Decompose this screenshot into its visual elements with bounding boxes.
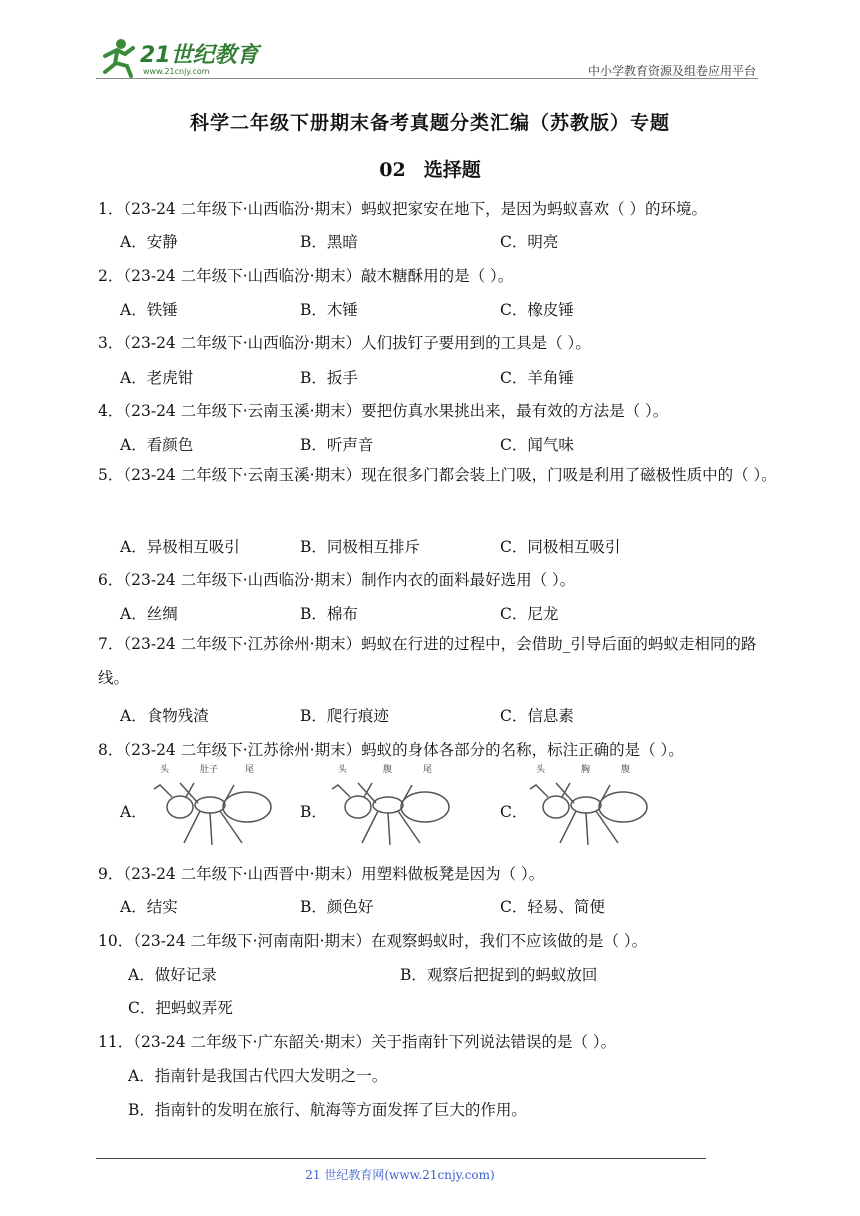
option: A． (120, 803, 147, 821)
option: C．闻气味 (500, 436, 574, 454)
option: A．食物残渣 (120, 707, 209, 725)
option: A．指南针是我国古代四大发明之一。 (128, 1067, 388, 1085)
question-stem: 11．（23-24 二年级下·广东韶关·期末）关于指南针下列说法错误的是（ ）。 (98, 1033, 617, 1051)
footer-text: 21 世纪教育网(www.21cnjy.com) (305, 1168, 495, 1182)
ant-label: 腹 (383, 765, 393, 775)
ant-label: 头 (338, 765, 348, 775)
runner-icon (105, 39, 133, 76)
option: B．颜色好 (300, 898, 374, 916)
ant-label: 尾 (245, 765, 255, 775)
question-stem: 6．（23-24 二年级下·山西临汾·期末）制作内衣的面料最好选用（ ）。 (98, 571, 576, 589)
option: B． (300, 803, 327, 821)
header-divider (96, 78, 758, 79)
option: A．结实 (120, 898, 178, 916)
ant-label: 尾 (423, 765, 433, 775)
option: B．观察后把捉到的蚂蚁放回 (400, 966, 598, 984)
ant-label: 腹 (621, 765, 631, 775)
option: B．木锤 (300, 301, 358, 319)
footer-divider (96, 1158, 706, 1159)
option: C．橡皮锤 (500, 301, 574, 319)
option: B．听声音 (300, 436, 374, 454)
option: B．棉布 (300, 605, 358, 623)
option: C．同极相互吸引 (500, 538, 621, 556)
logo-text: 21世纪教育 (140, 43, 259, 68)
platform-name: 中小学教育资源及组卷应用平台 (587, 64, 756, 78)
page-title: 科学二年级下册期末备考真题分类汇编（苏教版）专题 (189, 112, 670, 134)
option: C．把蚂蚁弄死 (128, 999, 233, 1017)
question-stem: 8．（23-24 二年级下·江苏徐州·期末）蚂蚁的身体各部分的名称，标注正确的是（ ）。 (98, 741, 684, 759)
ant-label: 头 (160, 765, 170, 775)
option: B．爬行痕迹 (300, 707, 389, 725)
option: B．同极相互排斥 (300, 538, 420, 556)
question-stem: 5．（23-24 二年级下·云南玉溪·期末）现在很多门都会装上门吸，门吸是利用了磁极性质中的（ ）。 (98, 466, 777, 484)
option: B．指南针的发明在旅行、航海等方面发挥了巨大的作用。 (128, 1101, 527, 1119)
section-label: 选择题 (423, 159, 481, 181)
option: B．黑暗 (300, 233, 358, 251)
ant-diagram-a (150, 763, 280, 847)
option: C．尼龙 (500, 605, 559, 623)
option: A．做好记录 (128, 966, 217, 984)
ant-diagram-c (526, 763, 656, 847)
section-title (0, 155, 860, 182)
site-logo (95, 36, 265, 78)
option: C．信息素 (500, 707, 574, 725)
option: A．丝绸 (120, 605, 178, 623)
section-number: 02 (379, 159, 406, 181)
question-stem: 9．（23-24 二年级下·山西晋中·期末）用塑料做板凳是因为（ ）。 (98, 865, 545, 883)
option: A．安静 (120, 233, 178, 251)
option: B．扳手 (300, 369, 358, 387)
question-stem: 7．（23-24 二年级下·江苏徐州·期末）蚂蚁在行进的过程中，会借助_引导后面的蚂蚁走相同的路线。 (98, 635, 757, 687)
question-stem: 2．（23-24 二年级下·山西临汾·期末）敲木糖酥用的是（ ）。 (98, 267, 514, 285)
ant-label: 肚子 (200, 765, 219, 775)
option: A．铁锤 (120, 301, 178, 319)
option: C． (500, 803, 528, 821)
ant-label: 头 (536, 765, 546, 775)
option: C．轻易、简便 (500, 898, 605, 916)
option: A．老虎钳 (120, 369, 194, 387)
question-stem: 3．（23-24 二年级下·山西临汾·期末）人们拔钉子要用到的工具是（ ）。 (98, 334, 591, 352)
option: C．羊角锤 (500, 369, 574, 387)
ant-diagram-b (328, 763, 458, 847)
option: A．看颜色 (120, 436, 194, 454)
ant-label: 胸 (581, 765, 591, 775)
question-stem: 10．（23-24 二年级下·河南南阳·期末）在观察蚂蚁时，我们不应该做的是（ ）。 (98, 932, 648, 950)
question-stem: 1．（23-24 二年级下·山西临汾·期末）蚂蚁把家安在地下，是因为蚂蚁喜欢（ ）的环境。 (98, 200, 708, 218)
option: A．异极相互吸引 (120, 538, 240, 556)
question-stem: 4．（23-24 二年级下·云南玉溪·期末）要把仿真水果挑出来，最有效的方法是（ ）。 (98, 402, 669, 420)
option: C．明亮 (500, 233, 559, 251)
logo-url: www.21cnjy.com (143, 67, 210, 76)
